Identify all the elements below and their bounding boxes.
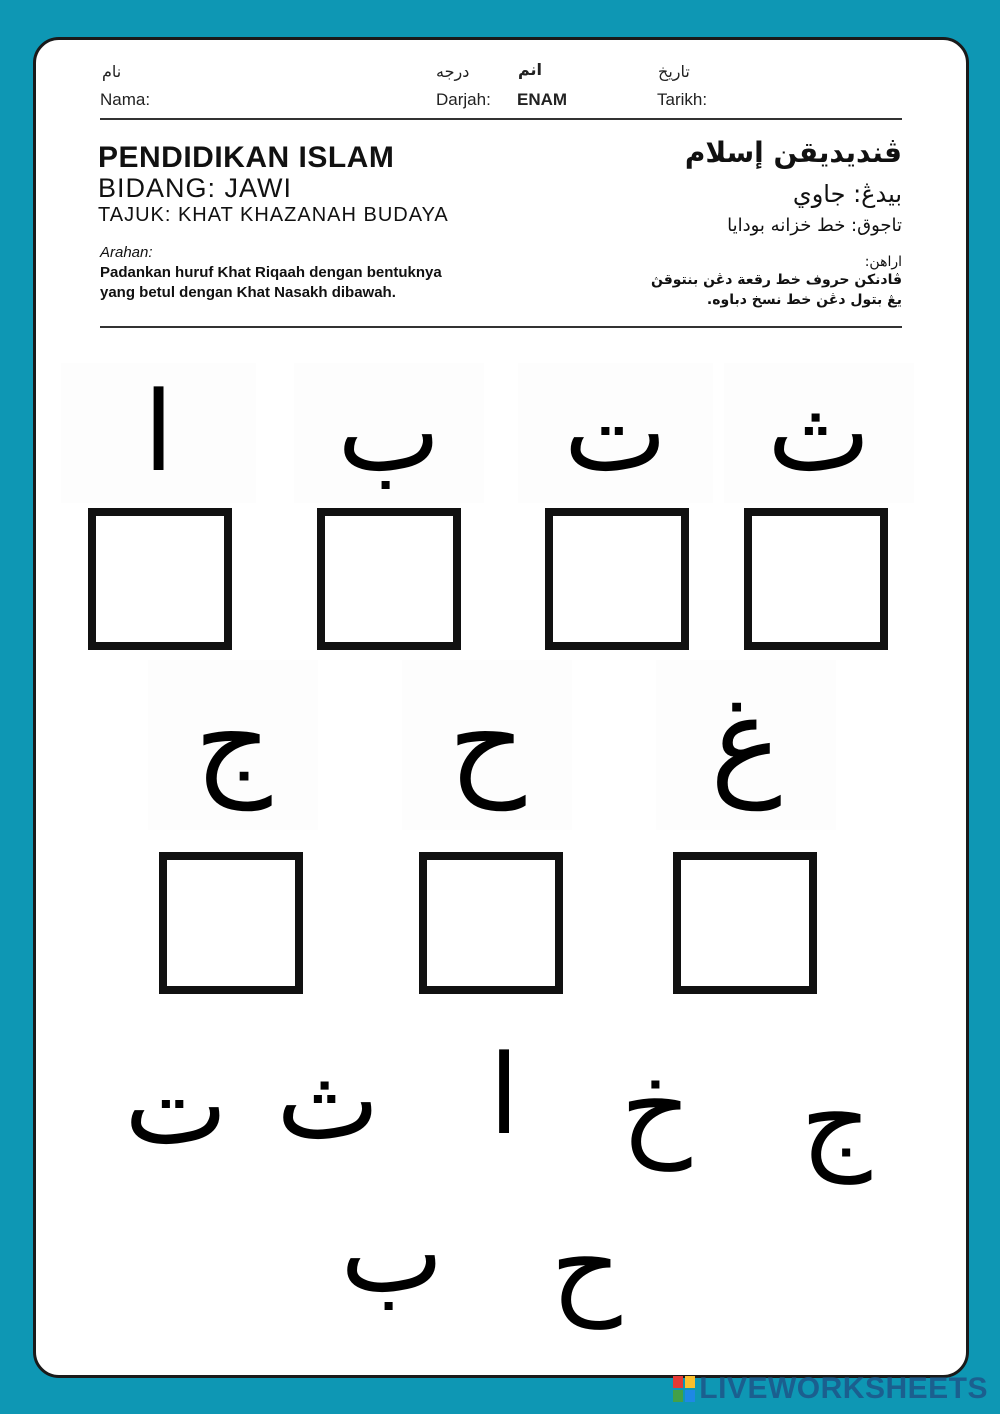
tarikh-label: Tarikh: (657, 90, 708, 109)
choice-letter-kha[interactable]: خ (620, 1043, 692, 1171)
instructions-label-ar: اراهن: (864, 254, 902, 270)
subject-title: PENDIDIKAN ISLAM (98, 141, 395, 174)
nama-label-ar: نام (102, 62, 122, 81)
letter-tile (61, 363, 256, 503)
letter-tile (724, 363, 914, 503)
header-divider (100, 118, 902, 120)
liveworksheets-brand: LIVEWORKSHEETS (699, 1372, 988, 1405)
darjah-value-ar: انم (518, 60, 543, 79)
liveworksheets-logo-icon (673, 1376, 695, 1402)
answer-box-ba[interactable] (317, 508, 461, 650)
instructions-line-2-ar: يڠ بتول دڠن خط نسخ دباوه. (706, 292, 902, 308)
answer-box-alif[interactable] (88, 508, 232, 650)
answer-box-ghain[interactable] (673, 852, 817, 994)
choice-letter-jim[interactable]: ج (800, 1056, 872, 1184)
darjah-value: ENAM (517, 90, 568, 109)
riqaah-letter-ba: ب (337, 368, 441, 496)
letter-tile (402, 660, 572, 830)
nama-label: Nama: (100, 90, 151, 109)
riqaah-letter-ta: ت (563, 368, 668, 496)
letter-tile (148, 660, 318, 830)
answer-box-ta[interactable] (545, 508, 689, 650)
letter-tile (294, 363, 484, 503)
instructions-line-2: yang betul dengan Khat Nasakh dibawah. (100, 284, 396, 301)
answer-box-ha[interactable] (419, 852, 563, 994)
instructions-divider (100, 326, 902, 328)
choice-letter-alif[interactable]: ا (488, 1031, 520, 1159)
tajuk-title: TAJUK: KHAT KHAZANAH BUDAYA (98, 204, 449, 226)
tarikh-label-ar: تاريخ (658, 62, 690, 81)
darjah-label-ar: درجه (436, 62, 470, 81)
choice-letter-ha[interactable]: ح (550, 1201, 622, 1329)
riqaah-letter-ha: ح (448, 672, 526, 811)
instructions-label: Arahan: (100, 244, 153, 261)
answer-box-tha[interactable] (744, 508, 888, 650)
letter-tile (518, 363, 713, 503)
worksheet-page (33, 37, 969, 1378)
subject-title-ar: ڤنديديقن إسلام (684, 136, 902, 169)
riqaah-letter-jim: ج (194, 672, 272, 811)
bidang-title: BIDANG: JAWI (98, 173, 293, 203)
riqaah-letter-ghain: غ (710, 672, 782, 811)
instructions-line-1-ar: ڤادنكن حروف خط رقعة دڠن بنتوقڽ (650, 272, 902, 288)
liveworksheets-logo (673, 1372, 988, 1406)
choice-letter-tha[interactable]: ث (276, 1036, 380, 1164)
riqaah-letter-alif: ا (143, 368, 174, 496)
tajuk-title-ar: تاجوق: خط خزانه بودايا (727, 215, 902, 236)
instructions-line-1: Padankan huruf Khat Riqaah dengan bentuknya (100, 264, 442, 281)
bidang-title-ar: بيدڠ: جاوي (792, 180, 902, 208)
choice-letter-ba[interactable]: ب (340, 1189, 444, 1317)
riqaah-letter-tha: ث (767, 368, 871, 496)
darjah-label: Darjah: (436, 90, 491, 109)
choice-letter-ta[interactable]: ت (124, 1041, 228, 1169)
letter-tile (656, 660, 836, 830)
answer-box-jim[interactable] (159, 852, 303, 994)
